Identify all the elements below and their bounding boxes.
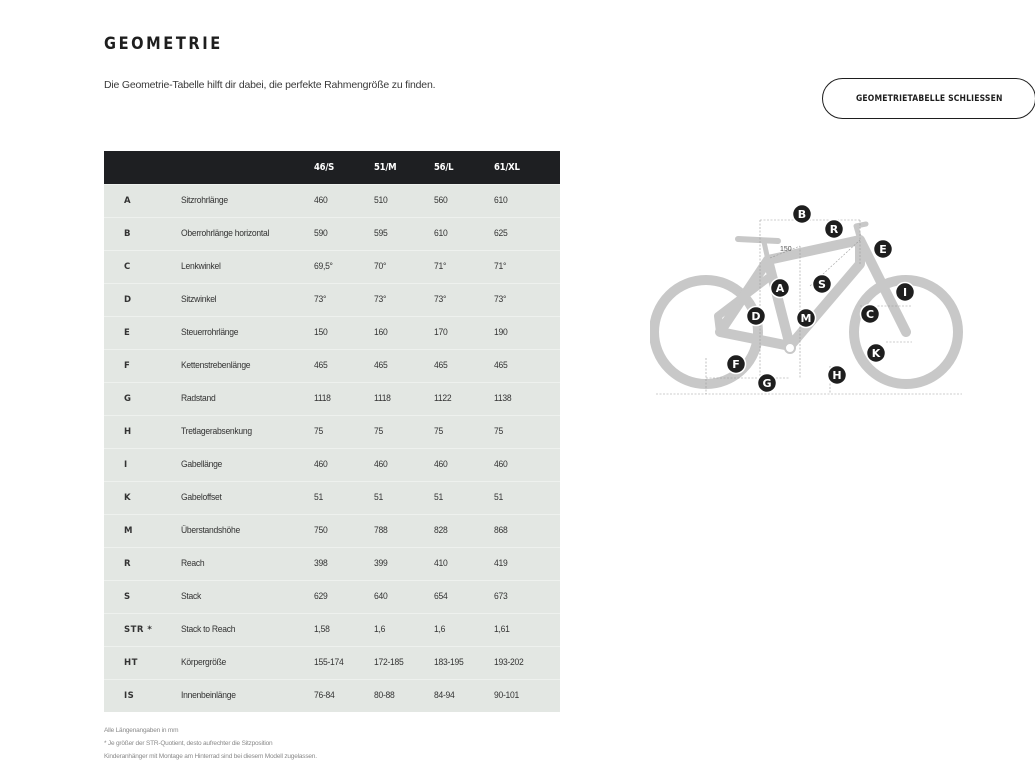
marker-r	[825, 220, 844, 239]
table-cell: 868	[494, 525, 508, 536]
marker-d	[747, 307, 766, 326]
marker-a	[771, 279, 790, 298]
table-cell: 625	[494, 228, 508, 239]
table-cell: 71°	[434, 261, 447, 272]
footnotes	[104, 724, 317, 763]
svg-text:K: K	[871, 347, 881, 360]
marker-s	[813, 275, 832, 294]
table-cell: 160	[374, 327, 388, 338]
table-cell: 510	[374, 195, 388, 206]
table-cell: 1,61	[494, 624, 510, 635]
bike-geometry-diagram	[650, 198, 970, 408]
table-cell: 73°	[434, 294, 447, 305]
svg-text:C: C	[865, 308, 875, 321]
table-row	[104, 316, 560, 349]
table-cell: 51	[494, 492, 503, 503]
row-code: D	[124, 294, 132, 305]
table-cell: 399	[374, 558, 388, 569]
row-code: I	[124, 459, 128, 470]
row-label: Tretlagerabsenkung	[181, 426, 252, 437]
saddle	[738, 239, 778, 241]
svg-text:I: I	[902, 286, 908, 299]
table-cell: 828	[434, 525, 448, 536]
table-cell: 398	[314, 558, 328, 569]
row-code: S	[124, 591, 131, 602]
table-cell: 193-202	[494, 657, 524, 668]
table-cell: 590	[314, 228, 328, 239]
table-cell: 51	[314, 492, 323, 503]
table-cell: 1,6	[434, 624, 446, 635]
table-cell: 150	[314, 327, 328, 338]
column-header: 56/L	[434, 161, 454, 173]
table-cell: 190	[494, 327, 508, 338]
marker-m	[797, 309, 816, 328]
table-cell: 1138	[494, 393, 512, 404]
crank	[785, 343, 795, 353]
table-cell: 610	[494, 195, 508, 206]
table-row	[104, 547, 560, 580]
table-row	[104, 514, 560, 547]
table-cell: 1118	[374, 393, 391, 404]
table-cell: 460	[434, 459, 448, 470]
table-cell: 155-174	[314, 657, 344, 668]
table-cell: 465	[494, 360, 508, 371]
row-label: Körpergröße	[181, 657, 227, 668]
row-label: Kettenstrebenlänge	[181, 360, 251, 371]
table-cell: 1,6	[374, 624, 386, 635]
table-cell: 654	[434, 591, 448, 602]
table-cell: 73°	[374, 294, 387, 305]
table-cell: 460	[494, 459, 508, 470]
row-label: Oberrohrlänge horizontal	[181, 228, 270, 239]
marker-k	[867, 344, 886, 363]
dimension-label: 150	[780, 246, 792, 253]
column-header: 46/S	[314, 161, 335, 173]
table-cell: 629	[314, 591, 328, 602]
footnote: Alle Längenangaben in mm	[104, 727, 179, 734]
row-label: Lenkwinkel	[181, 261, 221, 272]
row-label: Gabellänge	[181, 459, 223, 470]
table-cell: 51	[374, 492, 383, 503]
marker-e	[874, 240, 893, 259]
table-cell: 70°	[374, 261, 387, 272]
table-cell: 80-88	[374, 690, 395, 702]
row-code: C	[124, 261, 131, 272]
svg-text:D: D	[751, 310, 761, 323]
footnote: Kinderanhänger mit Montage am Hinterrad sind bei diesem Modell zugelassen.	[104, 753, 317, 760]
table-cell: 84-94	[434, 690, 455, 702]
row-label: Steuerrohrlänge	[181, 327, 239, 338]
table-row	[104, 415, 560, 448]
column-header: 51/M	[374, 161, 397, 173]
table-cell: 73°	[494, 294, 507, 305]
table-cell: 419	[494, 558, 508, 569]
svg-text:E: E	[879, 243, 887, 256]
page-title: GEOMETRIE	[104, 34, 223, 54]
row-code: E	[124, 327, 131, 338]
table-cell: 172-185	[374, 657, 404, 668]
table-cell: 560	[434, 195, 448, 206]
marker-g	[758, 374, 777, 393]
page-subtitle: Die Geometrie-Tabelle hilft dir dabei, die perfekte Rahmengröße zu finden.	[104, 79, 436, 91]
row-label: Überstandshöhe	[181, 525, 240, 536]
table-row	[104, 481, 560, 514]
table-cell: 1118	[314, 393, 331, 404]
table-row	[104, 250, 560, 283]
svg-text:G: G	[762, 377, 772, 390]
footnote: * Je größer der STR-Quotient, desto aufrechter die Sitzposition	[104, 740, 273, 747]
row-label: Reach	[181, 558, 205, 569]
close-geometry-table-button[interactable]	[822, 78, 1035, 119]
row-code: HT	[124, 657, 138, 668]
table-cell: 76-84	[314, 690, 335, 702]
svg-text:H: H	[832, 369, 842, 382]
table-cell: 75	[434, 426, 443, 437]
geometry-table	[104, 151, 560, 712]
row-code: IS	[124, 690, 135, 701]
table-row	[104, 448, 560, 481]
table-row	[104, 382, 560, 415]
table-row	[104, 646, 560, 679]
table-cell: 183-195	[434, 657, 464, 668]
svg-text:A: A	[775, 282, 785, 295]
table-row	[104, 580, 560, 613]
table-row	[104, 349, 560, 382]
row-code: K	[124, 492, 132, 503]
table-cell: 460	[314, 459, 328, 470]
table-cell: 465	[374, 360, 388, 371]
row-label: Innenbeinlänge	[181, 690, 236, 702]
marker-c	[861, 305, 880, 324]
row-code: R	[124, 558, 132, 569]
table-row	[104, 613, 560, 646]
table-cell: 73°	[314, 294, 327, 305]
table-cell: 465	[314, 360, 328, 371]
row-code: M	[124, 525, 133, 536]
column-header: 61/XL	[494, 161, 520, 173]
row-label: Sitzwinkel	[181, 294, 217, 305]
table-cell: 51	[434, 492, 443, 503]
table-cell: 75	[314, 426, 323, 437]
marker-b	[793, 205, 812, 224]
table-cell: 90-101	[494, 690, 520, 702]
marker-h	[828, 366, 847, 385]
row-label: Gabeloffset	[181, 492, 222, 503]
table-cell: 75	[374, 426, 383, 437]
table-row	[104, 217, 560, 250]
row-label: Sitzrohrlänge	[181, 195, 228, 206]
table-cell: 410	[434, 558, 448, 569]
row-code: H	[124, 426, 132, 437]
row-code: F	[124, 360, 131, 371]
svg-text:R: R	[829, 223, 839, 236]
row-label: Stack	[181, 591, 202, 602]
table-cell: 71°	[494, 261, 507, 272]
marker-i	[896, 283, 915, 302]
table-cell: 673	[494, 591, 508, 602]
table-cell: 1,58	[314, 624, 330, 635]
marker-f	[727, 355, 746, 374]
table-cell: 595	[374, 228, 388, 239]
table-row	[104, 283, 560, 316]
table-header-row	[104, 151, 560, 184]
row-label: Radstand	[181, 393, 216, 404]
table-cell: 75	[494, 426, 503, 437]
svg-text:S: S	[818, 278, 826, 291]
table-cell: 460	[314, 195, 328, 206]
row-code: A	[124, 195, 132, 206]
table-cell: 465	[434, 360, 448, 371]
row-code: STR *	[124, 624, 153, 635]
table-cell: 69,5°	[314, 261, 333, 272]
table-cell: 610	[434, 228, 448, 239]
table-cell: 460	[374, 459, 388, 470]
table-cell: 170	[434, 327, 448, 338]
table-cell: 640	[374, 591, 388, 602]
table-row	[104, 679, 560, 712]
row-label: Stack to Reach	[181, 624, 236, 635]
table-cell: 788	[374, 525, 388, 536]
table-cell: 1122	[434, 393, 452, 404]
row-code: B	[124, 228, 131, 239]
svg-text:B: B	[797, 208, 807, 221]
table-row	[104, 184, 560, 217]
table-cell: 750	[314, 525, 328, 536]
svg-text:F: F	[732, 358, 740, 371]
row-code: G	[124, 393, 132, 404]
svg-text:M: M	[800, 312, 812, 325]
close-geometry-table-label: GEOMETRIETABELLE SCHLIESSEN	[855, 93, 1003, 104]
